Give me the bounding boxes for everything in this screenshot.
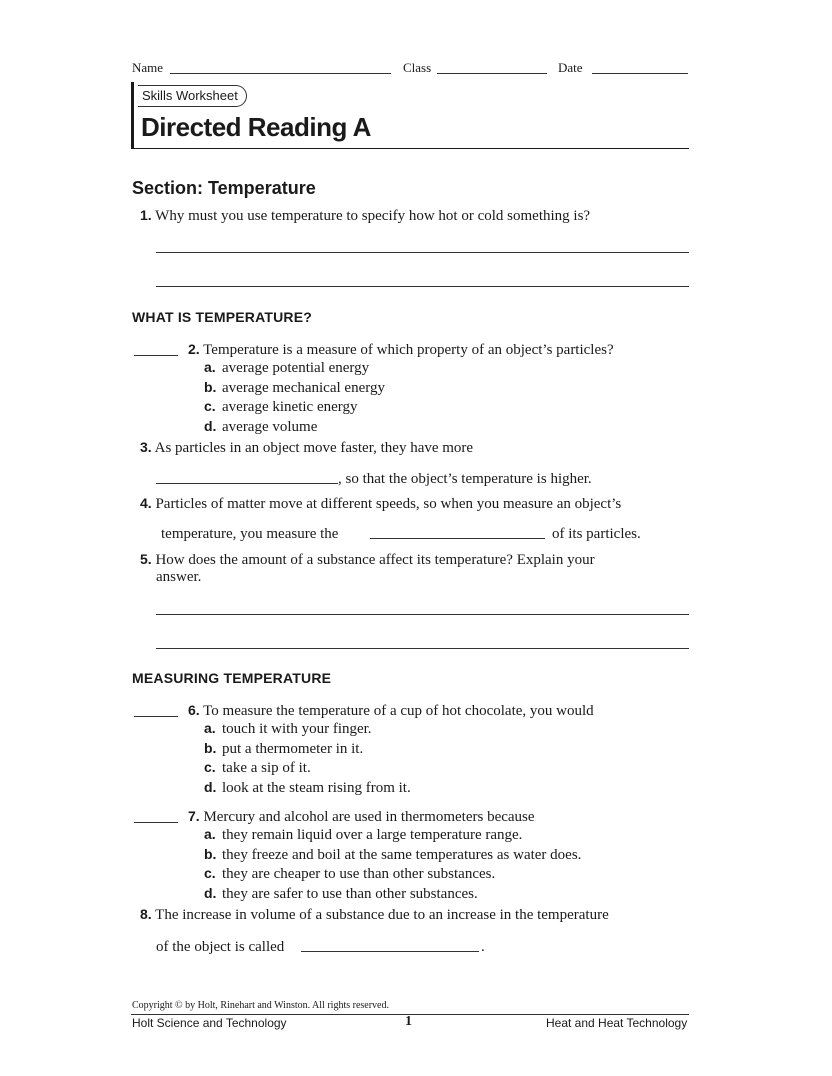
option-7a[interactable] [204, 825, 581, 845]
question-1-text: Why must you use temperature to specify how hot or cold something is? [155, 208, 591, 224]
option-letter: a. [204, 826, 216, 842]
option-2a[interactable] [204, 358, 385, 378]
question-8-text: The increase in volume of a substance due to an increase in the temperature [155, 907, 609, 923]
option-text: put a thermometer in it. [222, 740, 364, 757]
question-3-number: 3. [140, 439, 152, 455]
question-1-number: 1. [140, 207, 152, 223]
option-letter: c. [204, 759, 216, 776]
option-text: touch it with your finger. [222, 721, 372, 737]
option-letter: c. [204, 398, 216, 415]
option-letter: a. [204, 359, 216, 375]
option-6b[interactable] [204, 739, 411, 759]
option-letter: d. [204, 884, 217, 901]
question-5-text: How does the amount of a substance affect its temperature? Explain your [155, 552, 595, 568]
option-2c[interactable] [204, 397, 385, 417]
option-6c[interactable] [204, 758, 411, 778]
copyright-notice: Copyright © by Holt, Rinehart and Winston. All rights reserved. [132, 1000, 389, 1011]
question-4-number: 4. [140, 495, 152, 511]
question-7 [188, 807, 535, 826]
question-2 [188, 340, 614, 359]
class-label: Class [403, 60, 432, 75]
option-text: they remain liquid over a large temperature range. [222, 827, 523, 843]
question-1 [140, 206, 590, 225]
name-label: Name [132, 60, 164, 75]
worksheet-tab-label: Skills Worksheet [138, 85, 247, 107]
answer-blank-4[interactable] [370, 538, 545, 539]
answer-line-1a[interactable] [156, 252, 689, 253]
answer-blank-3[interactable] [156, 483, 338, 484]
option-letter: d. [204, 778, 217, 795]
option-6d[interactable] [204, 778, 411, 798]
option-text: average kinetic energy [222, 399, 358, 416]
answer-line-1b[interactable] [156, 286, 689, 287]
question-7-options [204, 825, 581, 903]
question-7-number: 7. [188, 808, 200, 824]
question-3-continuation: , so that the object’s temperature is higher. [338, 471, 592, 487]
option-letter: c. [204, 865, 216, 882]
option-7d[interactable] [204, 884, 581, 904]
option-2b[interactable] [204, 378, 385, 398]
option-7c[interactable] [204, 864, 581, 884]
option-letter: b. [204, 378, 217, 395]
subhead-measuring-temperature: MEASURING TEMPERATURE [132, 670, 332, 686]
title-underline [131, 148, 689, 149]
answer-blank-6[interactable] [134, 716, 178, 717]
option-text: average mechanical energy [222, 379, 385, 396]
question-6-options [204, 719, 411, 797]
answer-blank-8[interactable] [301, 951, 479, 952]
option-text: they are cheaper to use than other substances. [222, 866, 496, 883]
footer-right: Heat and Heat Technology [546, 1016, 688, 1030]
question-8-continuation: of the object is called [156, 939, 285, 955]
option-letter: b. [204, 739, 217, 756]
question-5-number: 5. [140, 551, 152, 567]
option-letter: b. [204, 845, 217, 862]
question-4-text: Particles of matter move at different speeds, so when you measure an object’s [155, 496, 622, 512]
question-6-number: 6. [188, 702, 200, 718]
question-3 [140, 438, 473, 457]
question-2-number: 2. [188, 341, 200, 357]
date-field[interactable] [592, 73, 688, 74]
class-field[interactable] [437, 73, 547, 74]
section-title: Section: Temperature [132, 178, 316, 198]
option-6a[interactable] [204, 719, 411, 739]
page-title: Directed Reading A [141, 112, 371, 142]
question-5-continuation: answer. [156, 569, 202, 585]
option-letter: a. [204, 720, 216, 736]
answer-blank-7[interactable] [134, 822, 178, 823]
option-text: take a sip of it. [222, 760, 311, 777]
footer-left: Holt Science and Technology [132, 1016, 287, 1030]
option-text: they freeze and boil at the same temperatures as water does. [222, 846, 582, 863]
question-8 [140, 905, 609, 924]
question-4 [140, 494, 621, 513]
answer-blank-2[interactable] [134, 355, 178, 356]
subhead-what-is-temperature: WHAT IS TEMPERATURE? [132, 309, 313, 325]
option-2d[interactable] [204, 417, 385, 437]
question-4-continuation-a: temperature, you measure the [161, 526, 339, 542]
option-text: average potential energy [222, 360, 370, 376]
question-8-end: . [481, 939, 485, 955]
question-2-text: Temperature is a measure of which property of an object’s particles? [203, 342, 614, 358]
question-3-text: As particles in an object move faster, they have more [154, 440, 474, 456]
date-label: Date [558, 60, 583, 75]
question-5 [140, 550, 595, 569]
question-8-number: 8. [140, 906, 152, 922]
title-bar-accent [131, 82, 134, 149]
page-number: 1 [405, 1014, 412, 1029]
question-6 [188, 701, 594, 720]
option-text: they are safer to use than other substances. [222, 885, 478, 902]
option-letter: d. [204, 417, 217, 434]
answer-line-5b[interactable] [156, 648, 689, 649]
option-text: look at the steam rising from it. [222, 779, 411, 796]
option-7b[interactable] [204, 845, 581, 865]
option-text: average volume [222, 418, 318, 435]
name-field[interactable] [170, 73, 391, 74]
answer-line-5a[interactable] [156, 614, 689, 615]
question-4-continuation-b: of its particles. [552, 526, 641, 542]
question-2-options [204, 358, 385, 436]
question-6-text: To measure the temperature of a cup of hot chocolate, you would [203, 703, 594, 719]
question-7-text: Mercury and alcohol are used in thermometers because [203, 809, 535, 825]
